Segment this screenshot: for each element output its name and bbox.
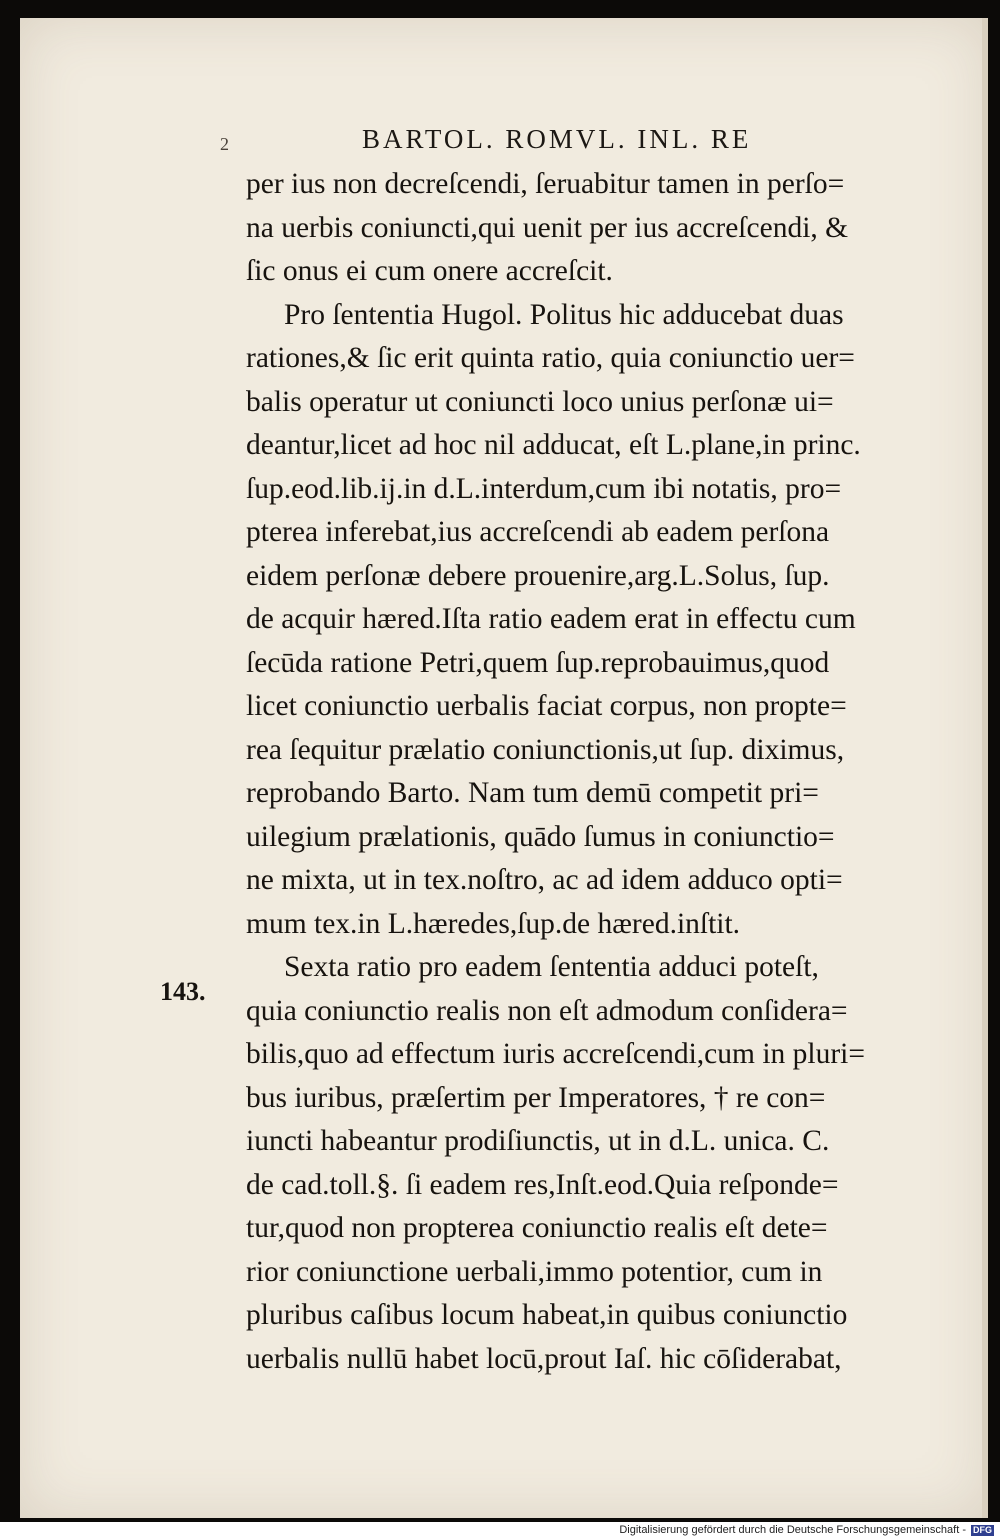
text-line: licet coniunctio uerbalis faciat corpus, non propte=: [246, 690, 847, 722]
text-line: uerbalis nullū habet locū,prout Iaſ. hic cōſiderabat,: [246, 1342, 842, 1375]
text-line: Sexta ratio pro eadem ſententia adduci poteſt,: [284, 951, 819, 983]
text-line: eidem perſonæ debere prouenire,arg.L.Solus, ſup.: [246, 559, 830, 592]
text-line: bus iuribus, præſertim per Imperatores, † re con=: [246, 1081, 826, 1114]
text-line: balis operatur ut coniuncti loco unius perſonæ ui=: [246, 385, 834, 418]
footer-band: [0, 1522, 1000, 1540]
body-text: [246, 163, 966, 1381]
dfg-logo: DFG: [973, 1525, 992, 1535]
text-line: reprobando Barto. Nam tum demū competit pri=: [246, 777, 819, 809]
text-line: rea ſequitur prælatio coniunctionis,ut ſup. diximus,: [246, 733, 845, 766]
text-line: per ius non decreſcendi, ſeruabitur tamen in perſo=: [246, 168, 845, 200]
margin-note-number: 143.: [160, 977, 206, 1006]
footer-credit-text: Digitalisierung gefördert durch die Deutsche Forschungsgemeinschaft -: [619, 1524, 966, 1536]
text-line: de acquir hæred.Iſta ratio eadem erat in effectu cum: [246, 603, 856, 635]
text-line: Pro ſententia Hugol. Politus hic adducebat duas: [284, 298, 844, 331]
text-line: rationes,& ſic erit quinta ratio, quia coniunctio uer=: [246, 342, 855, 374]
text-line: na uerbis coniuncti,qui uenit per ius accreſcendi, &: [246, 211, 849, 244]
page-edge: [982, 18, 988, 1518]
text-line: pluribus caſibus locum habeat,in quibus coniunctio: [246, 1299, 848, 1331]
text-line: ſecūda ratione Petri,quem ſup.reprobauimus,quod: [246, 646, 830, 679]
text-line: quia coniunctio realis non eſt admodum conſidera=: [246, 994, 848, 1027]
text-line: iuncti habeantur prodiſiunctis, ut in d.L. unica. C.: [246, 1125, 830, 1157]
text-line: ne mixta, ut in tex.noſtro, ac ad idem adduco opti=: [246, 864, 843, 896]
text-line: bilis,quo ad effectum iuris accreſcendi,cum in pluri=: [246, 1038, 866, 1070]
text-line: de cad.toll.§. ſi eadem res,Inſt.eod.Quia reſponde=: [246, 1168, 839, 1201]
text-line: tur,quod non propterea coniunctio realis eſt dete=: [246, 1212, 828, 1244]
text-line: uilegium prælationis, quādo ſumus in coniunctio=: [246, 820, 835, 853]
text-line: pterea inferebat,ius accreſcendi ab eadem perſona: [246, 516, 830, 548]
text-line: ſup.eod.lib.ij.in d.L.interdum,cum ibi notatis, pro=: [246, 472, 842, 505]
text-line: ſic onus ei cum onere accreſcit.: [246, 255, 613, 287]
running-head: BARTOL. ROMVL. INL. RE: [362, 124, 752, 154]
text-line: deantur,licet ad hoc nil adducat, eſt L.plane,in princ.: [246, 429, 861, 461]
corner-mark: 2: [220, 134, 229, 154]
text-line: rior coniunctione uerbali,immo potentior, cum in: [246, 1255, 823, 1288]
text-line: mum tex.in L.hæredes,ſup.de hæred.inſtit.: [246, 907, 741, 940]
